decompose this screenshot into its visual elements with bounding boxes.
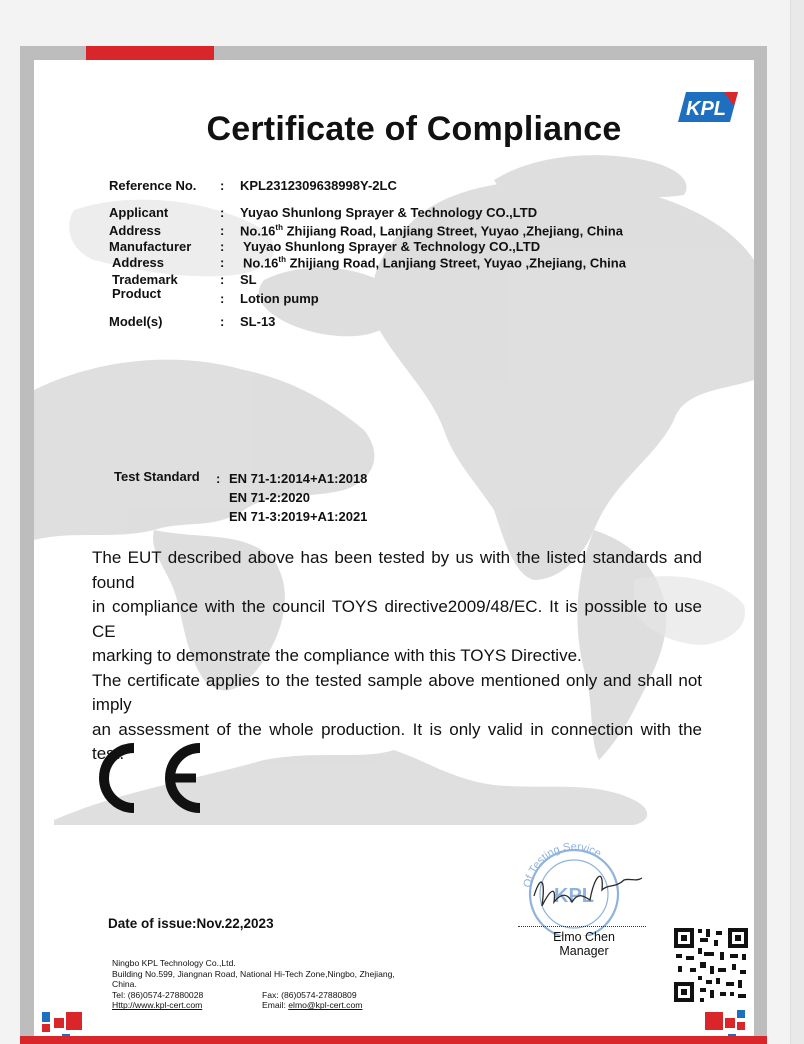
separator: : (220, 239, 225, 254)
corner-square (42, 1024, 50, 1032)
corner-square (737, 1022, 745, 1030)
applicant-label: Applicant (109, 205, 169, 220)
signatory-title: Manager (559, 944, 609, 958)
reference-label: Reference No. (109, 178, 197, 193)
certificate-title: Certificate of Compliance (206, 110, 622, 148)
svg-text:Of Testing Service: Of Testing Service (521, 840, 604, 889)
statement-line: an assessment of the whole production. It is only valid in connection with the test. (92, 719, 702, 763)
bottom-red-bar (20, 1036, 767, 1044)
testing-stamp (512, 836, 648, 936)
applicant-address: No.16th Zhijiang Road, Lanjiang Street, Yuyao ,Zhejiang, China (240, 223, 623, 239)
company-email-link[interactable]: elmo@kpl-cert.com (288, 1000, 363, 1011)
separator: : (216, 471, 221, 486)
web-row (112, 1000, 395, 1011)
corner-square (54, 1018, 64, 1028)
test-standard-3: EN 71-3:2019+A1:2021 (229, 509, 368, 524)
model-value: SL-13 (240, 314, 276, 329)
manufacturer-address: No.16th Zhijiang Road, Lanjiang Street, Yuyao ,Zhejiang, China (243, 255, 626, 271)
corner-square (725, 1018, 735, 1028)
model-label: Model(s) (109, 314, 163, 329)
company-tel: Tel: (86)0574-27880028 (112, 989, 204, 1000)
corner-square (42, 1012, 50, 1022)
separator: : (220, 291, 225, 306)
product-value: Lotion pump (240, 291, 319, 306)
signature-line (518, 926, 646, 927)
statement-line: in compliance with the council TOYS directive2009/48/EC. It is possible to use CE (92, 597, 702, 641)
test-standard-1: EN 71-1:2014+A1:2018 (229, 471, 368, 486)
corner-square (66, 1012, 82, 1030)
company-name: Ningbo KPL Technology Co.,Ltd. (112, 958, 236, 968)
address-label: Address (109, 223, 162, 238)
product-label: Product (112, 286, 162, 301)
manufacturer-label: Manufacturer (109, 239, 192, 254)
company-address-line: China. (112, 979, 137, 990)
signatory-name: Elmo Chen (553, 930, 615, 944)
address-label: Address (112, 255, 165, 270)
company-address-line: Building No.599, Jiangnan Road, National Hi-Tech Zone,Ningbo, Zhejiang, (112, 968, 395, 979)
separator: : (220, 205, 225, 220)
top-red-bar (86, 46, 214, 60)
test-standard-label: Test Standard (114, 469, 200, 484)
scrollbar[interactable] (790, 0, 804, 1044)
company-info (112, 958, 395, 1011)
svg-text:KPL: KPL (554, 885, 594, 907)
email-label: Email: (262, 1000, 289, 1011)
manufacturer-value: Yuyao Shunlong Sprayer & Technology CO.,LTD (243, 239, 541, 254)
company-fax: Fax: (86)0574-27880809 (262, 989, 357, 1000)
logo-text: KPL (686, 98, 726, 120)
statement-line: The certificate applies to the tested sample above mentioned only and shall not imply (92, 670, 702, 714)
statement-line: marking to demonstrate the compliance with this TOYS Directive. (92, 646, 582, 665)
test-standard-2: EN 71-2:2020 (229, 490, 310, 505)
separator: : (220, 272, 225, 287)
certificate-page (34, 60, 754, 1044)
qr-code[interactable] (672, 926, 750, 1004)
separator: : (220, 255, 225, 270)
company-website-link[interactable]: Http://www.kpl-cert.com (112, 1000, 203, 1011)
trademark-label: Trademark (112, 272, 178, 287)
compliance-statement (92, 546, 702, 767)
statement-line: The EUT described above has been tested by us with the listed standards and found (92, 548, 702, 592)
date-of-issue: Date of issue:Nov.22,2023 (108, 916, 274, 931)
separator: : (220, 223, 225, 238)
trademark-value: SL (240, 272, 257, 287)
ce-mark-icon (96, 740, 206, 816)
contact-row (112, 990, 395, 1001)
applicant-value: Yuyao Shunlong Sprayer & Technology CO.,LTD (240, 205, 538, 220)
corner-square (737, 1010, 745, 1018)
separator: : (220, 178, 225, 193)
corner-square (705, 1012, 723, 1030)
reference-value: KPL2312309638998Y-2LC (240, 178, 397, 193)
separator: : (220, 314, 225, 329)
